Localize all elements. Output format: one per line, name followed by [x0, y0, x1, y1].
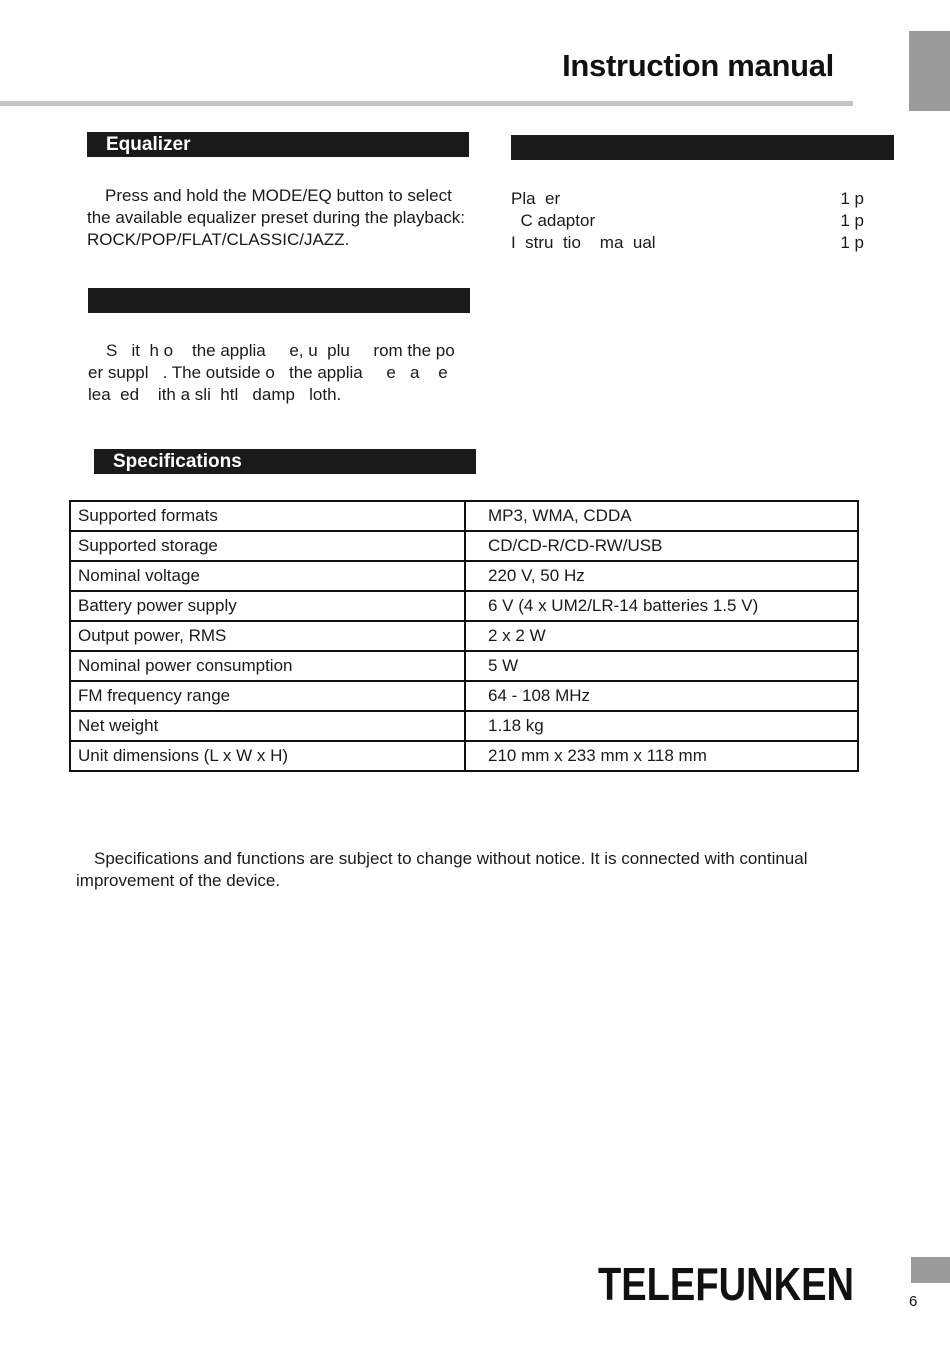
spec-value: 210 mm x 233 mm x 118 mm	[465, 741, 858, 771]
package-item	[511, 188, 864, 210]
package-list	[511, 188, 864, 254]
brand-wordmark: TELEFUNKEN	[598, 1258, 854, 1310]
spec-label: Output power, RMS	[70, 621, 465, 651]
package-item-qty: 1 p	[840, 189, 864, 208]
page-tab-marker	[911, 1257, 950, 1283]
cleaning-text	[88, 340, 468, 406]
spec-value: 6 V (4 x UM2/LR-14 batteries 1.5 V)	[465, 591, 858, 621]
spec-label: Net weight	[70, 711, 465, 741]
package-item-name: C adaptor	[511, 211, 596, 230]
package-item	[511, 232, 864, 254]
package-item-qty: 1 p	[840, 233, 864, 252]
table-row	[70, 591, 858, 621]
specifications-note	[76, 848, 876, 892]
spec-label: FM frequency range	[70, 681, 465, 711]
table-row	[70, 711, 858, 741]
header-divider	[0, 101, 853, 106]
spec-value: 220 V, 50 Hz	[465, 561, 858, 591]
package-item	[511, 210, 864, 232]
telefunken-logo	[597, 1258, 855, 1310]
spec-value: 1.18 kg	[465, 711, 858, 741]
page-number: 6	[909, 1293, 918, 1310]
specifications-note-content: Specifications and functions are subject to change without notice. It is connected with continual improvement of the device.	[76, 849, 808, 890]
table-row	[70, 651, 858, 681]
spec-label: Nominal power consumption	[70, 651, 465, 681]
specifications-heading: Specifications	[94, 449, 476, 474]
equalizer-text-content: Press and hold the MODE/EQ button to select the available equalizer preset during the playback: ROCK/POP/FLAT/CLASSIC/JAZZ.	[87, 186, 466, 249]
table-row	[70, 681, 858, 711]
spec-value: MP3, WMA, CDDA	[465, 501, 858, 531]
equalizer-heading: Equalizer	[87, 132, 469, 157]
package-item-qty: 1 p	[840, 211, 864, 230]
table-row	[70, 561, 858, 591]
table-row	[70, 741, 858, 771]
equalizer-text	[87, 185, 469, 251]
cleaning-text-content: S it h o the applia e, u plu rom the po er suppl . The outside o the applia e a e lea ed ith a sli htl damp loth.	[88, 341, 469, 404]
spec-value: 2 x 2 W	[465, 621, 858, 651]
spec-value: 64 - 108 MHz	[465, 681, 858, 711]
spec-label: Supported formats	[70, 501, 465, 531]
spec-value: CD/CD-R/CD-RW/USB	[465, 531, 858, 561]
page-title: Instruction manual	[562, 48, 834, 83]
spec-label: Supported storage	[70, 531, 465, 561]
spec-value: 5 W	[465, 651, 858, 681]
specifications-table	[69, 500, 859, 772]
table-row	[70, 621, 858, 651]
package-item-name: Pla er	[511, 189, 561, 208]
package-item-name: I stru tio ma ual	[511, 233, 656, 252]
cleaning-heading	[88, 288, 470, 313]
spec-label: Nominal voltage	[70, 561, 465, 591]
table-row	[70, 501, 858, 531]
table-row	[70, 531, 858, 561]
package-heading	[511, 135, 894, 160]
spec-label: Unit dimensions (L x W x H)	[70, 741, 465, 771]
side-tab-marker	[909, 31, 950, 111]
spec-label: Battery power supply	[70, 591, 465, 621]
